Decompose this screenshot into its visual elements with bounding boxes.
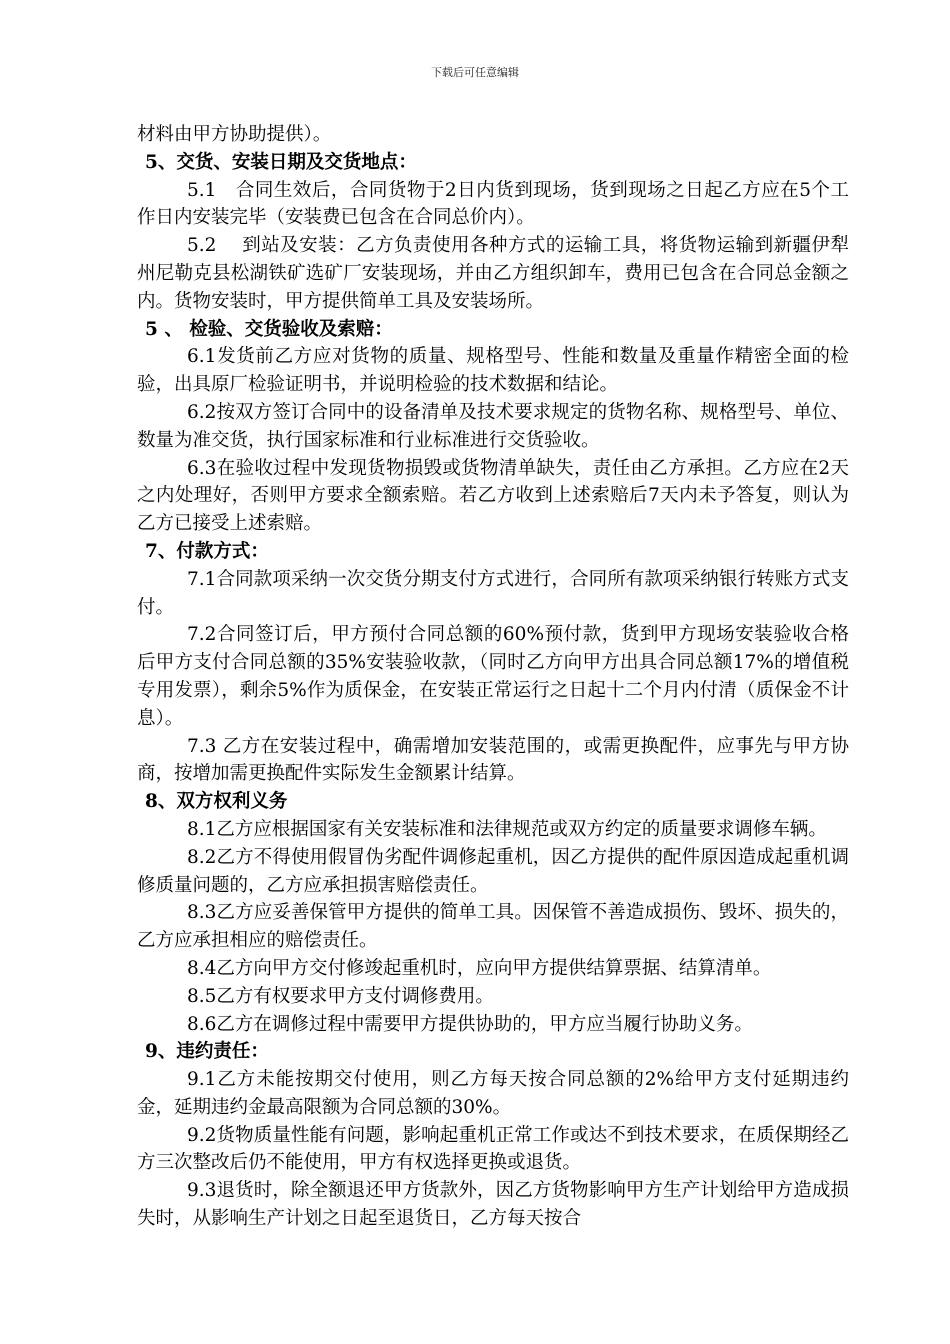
section-heading: 9、违约责任： bbox=[145, 1041, 269, 1063]
section-heading: 5 、 检验、交货验收及索赔： bbox=[145, 318, 393, 340]
paragraph: 9.2货物质量性能有问题，影响起重机正常工作或达不到技术要求，在质保期经乙方三次整改后仍不能使用，甲方有权选择更换或退货。 bbox=[137, 1124, 849, 1174]
paragraph: 8.3乙方应妥善保管甲方提供的简单工具。因保管不善造成损伤、毁坏、损失的，乙方应承担相应的赔偿责任。 bbox=[137, 902, 849, 952]
paragraph: 6.1发货前乙方应对货物的质量、规格型号、性能和数量及重量作精密全面的检验，出具原厂检验证明书，并说明检验的技术数据和结论。 bbox=[137, 346, 849, 396]
paragraph: 8.4乙方向甲方交付修竣起重机时，应向甲方提供结算票据、结算清单。 bbox=[187, 957, 772, 979]
paragraph: 6.2按双方签订合同中的设备清单及技术要求规定的货物名称、规格型号、单位、数量为准交货，执行国家标准和行业标准进行交货验收。 bbox=[137, 401, 849, 451]
paragraph: 7.3 乙方在安装过程中，确需增加安装范围的，或需更换配件，应事先与甲方协商，按增加需更换配件实际发生金额累计结算。 bbox=[137, 735, 849, 785]
paragraph: 7.1合同款项采纳一次交货分期支付方式进行，合同所有款项采纳银行转账方式支付。 bbox=[137, 568, 849, 618]
section-heading: 5、交货、安装日期及交货地点： bbox=[145, 151, 417, 173]
paragraph: 5.1 合同生效后，合同货物于2日内货到现场，货到现场之日起乙方应在5个工作日内安装完毕（安装费已包含在合同总价内）。 bbox=[137, 179, 849, 229]
paragraph: 8.6乙方在调修过程中需要甲方提供协助的，甲方应当履行协助义务。 bbox=[187, 1013, 753, 1035]
page-header: 下载后可任意编辑 bbox=[431, 66, 519, 79]
paragraph: 6.3在验收过程中发现货物损毁或货物清单缺失，责任由乙方承担。乙方应在2天之内处理好，否则甲方要求全额索赔。若乙方收到上述索赔后7天内未予答复，则认为乙方已接受上述索赔。 bbox=[137, 457, 849, 535]
section-heading: 8、双方权利义务 bbox=[145, 791, 288, 813]
paragraph: 8.5乙方有权要求甲方支付调修费用。 bbox=[187, 985, 494, 1007]
section-heading: 7、付款方式： bbox=[145, 540, 269, 562]
paragraph: 9.3退货时，除全额退还甲方货款外，因乙方货物影响甲方生产计划给甲方造成损失时，从影响生产计划之日起至退货日，乙方每天按合 bbox=[137, 1180, 849, 1230]
paragraph: 5.2 到站及安装：乙方负责使用各种方式的运输工具，将货物运输到新疆伊犁州尼勒克县松湖铁矿选矿厂安装现场，并由乙方组织卸车，费用已包含在合同总金额之内。货物安装时，甲方提供简单工具及安装场所。 bbox=[137, 235, 849, 312]
paragraph: 8.2乙方不得使用假冒伪劣配件调修起重机，因乙方提供的配件原因造成起重机调修质量问题的，乙方应承担损害赔偿责任。 bbox=[137, 846, 849, 896]
paragraph: 7.2合同签订后，甲方预付合同总额的60%预付款，货到甲方现场安装验收合格后甲方支付合同总额的35%安装验收款，（同时乙方向甲方出具合同总额17%的增值税专用发票），剩余5%作为质保金，在安装正常运行之日起十二个月内付清（质保金不计息）。 bbox=[137, 624, 849, 729]
paragraph: 9.1乙方未能按期交付使用，则乙方每天按合同总额的2%给甲方支付延期违约金，延期违约金最高限额为合同总额的30%。 bbox=[137, 1069, 849, 1118]
paragraph: 材料由甲方协助提供）。 bbox=[137, 124, 332, 145]
paragraph: 8.1乙方应根据国家有关安装标准和法律规范或双方约定的质量要求调修车辆。 bbox=[187, 818, 827, 840]
document-body bbox=[137, 121, 849, 1233]
